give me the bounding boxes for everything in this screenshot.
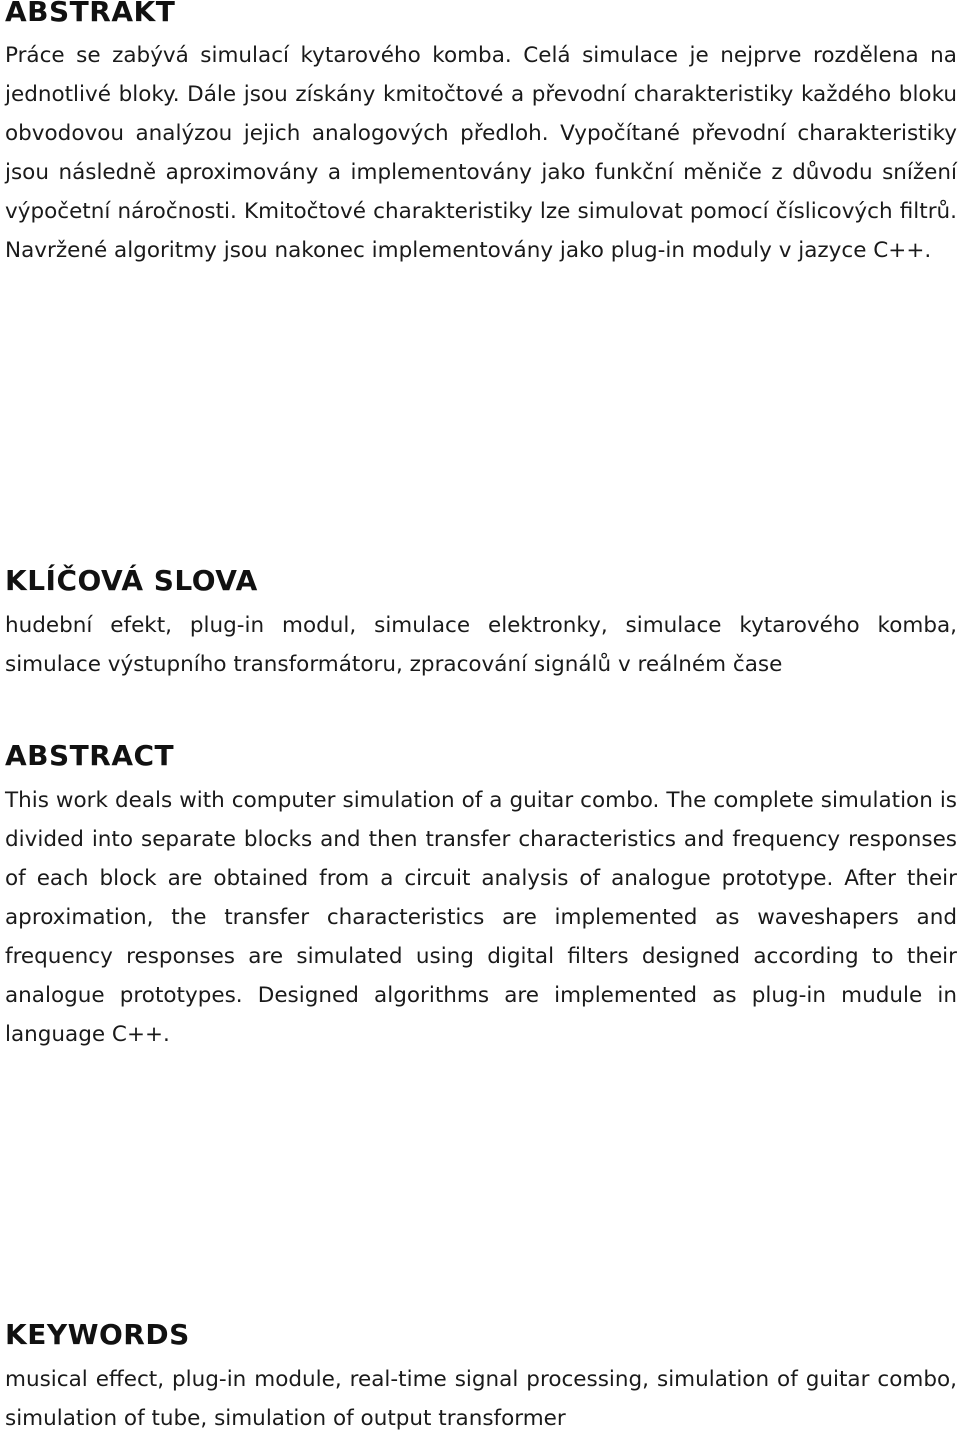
abstract-heading: ABSTRACT xyxy=(5,739,175,772)
klicova-slova-text: hudební efekt, plug-in modul, simulace elektronky, simulace kytarového komba, simulace výstupního transformátoru, zpracování signálů v reálném čase xyxy=(5,613,957,677)
abstrakt-text: Práce se zabývá simulací kytarového komba. Celá simulace je nejprve rozdělena na jednotlivé bloky. Dále jsou získány kmitočtové a převodní charakteristiky každého bloku obvodovou analýzou jejich analogových předloh. Vypočítané převodní charakteristiky jsou následně aproximovány a implementovány jako funkční měniče z důvodu snížení výpočetní náročnosti. Kmitočtové charakteristiky lze simulovat pomocí číslicových filtrů. Navržené algoritmy jsou nakonec implementovány jako plug-in moduly v jazyce C++. xyxy=(5,43,957,263)
klicova-slova-section xyxy=(5,566,957,684)
keywords-text: musical effect, plug-in module, real-time signal processing, simulation of guitar combo, simulation of tube, simulation of output transformer xyxy=(5,1367,957,1431)
keywords-section xyxy=(5,1320,957,1438)
abstract-section xyxy=(5,741,957,1054)
abstrakt-heading: ABSTRAKT xyxy=(5,0,176,28)
abstrakt-section xyxy=(5,0,957,270)
keywords-heading: KEYWORDS xyxy=(5,1318,190,1351)
klicova-slova-heading: KLÍČOVÁ SLOVA xyxy=(5,564,258,597)
abstract-text: This work deals with computer simulation of a guitar combo. The complete simulation is divided into separate blocks and then transfer characteristics and frequency responses of each block are obtained from a circuit analysis of analogue prototype. After their aproximation, the transfer characteristics are implemented as waveshapers and frequency responses are simulated using digital filters designed according to their analogue prototypes. Designed algorithms are implemented as plug-in mudule in language C++. xyxy=(5,788,957,1047)
